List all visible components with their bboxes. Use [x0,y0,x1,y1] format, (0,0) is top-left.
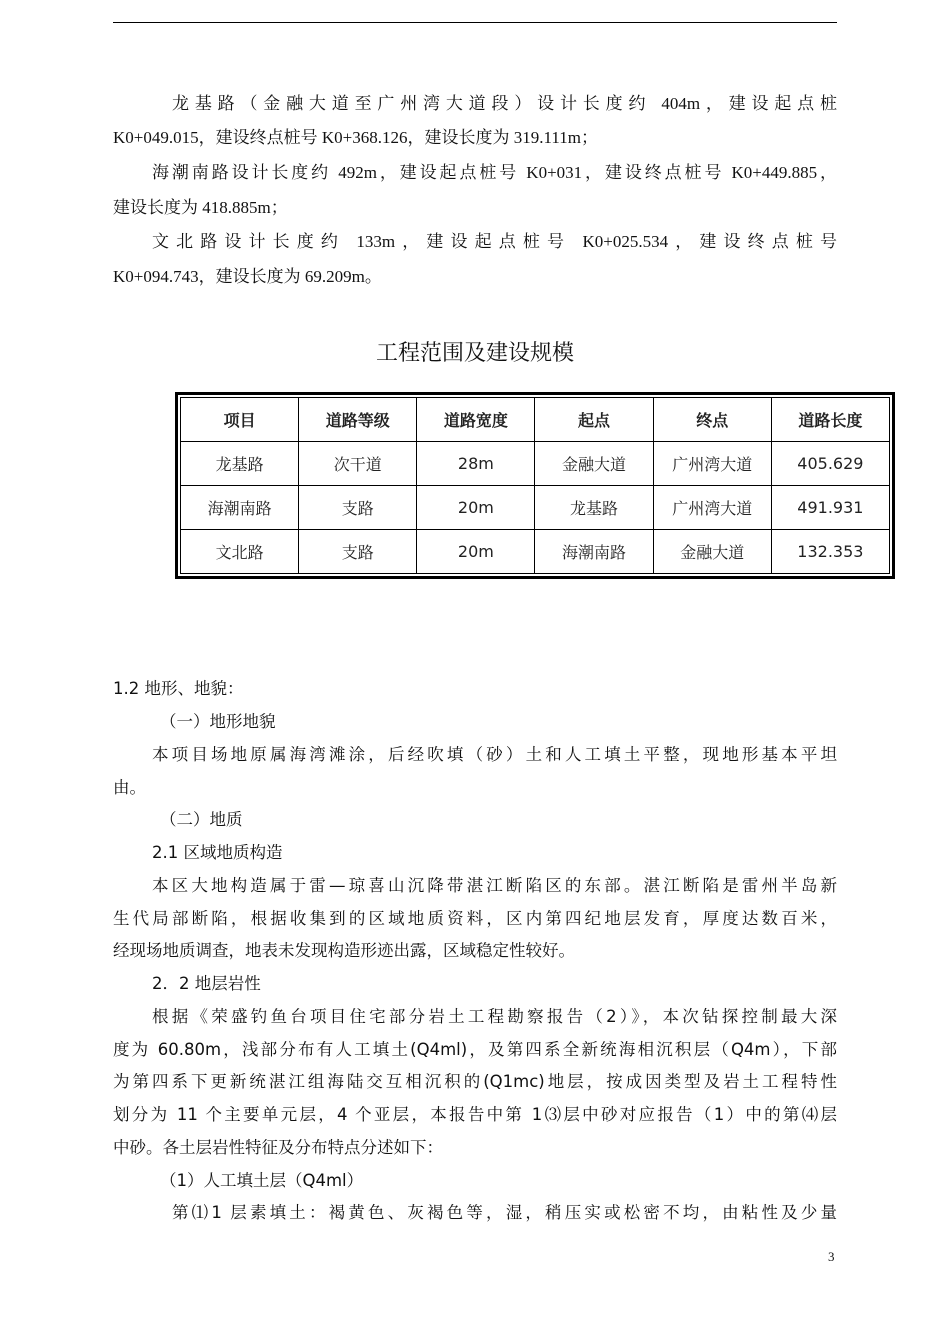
table-cell: 次干道 [299,442,417,486]
table-header-row [181,398,890,442]
paragraph-line: 文北路设计长度约 133m，建设起点桩号 K0+025.534，建设终点桩号 [152,232,837,251]
paragraph-line: 由。 [113,778,146,797]
paragraph-line: 本项目场地原属海湾滩涂，后经吹填（砂）土和人工填土平整，现地形基本平坦 [152,745,837,764]
table-cell: 海潮南路 [535,530,653,574]
table-cell: 广州湾大道 [653,442,771,486]
paragraph-line: 本区大地构造属于雷—琼喜山沉降带湛江断陷区的东部。湛江断陷是雷州半岛新 [152,876,837,895]
table-cell: 文北路 [181,530,299,574]
table-header-cell: 项目 [181,398,299,442]
paragraph-line: K0+094.743，建设长度为 69.209m。 [113,267,382,286]
table-cell: 海潮南路 [181,486,299,530]
subsection-heading: （一）地形地貌 [160,712,276,731]
table-cell: 广州湾大道 [653,486,771,530]
scope-table [175,392,895,579]
subsection-heading: 2.1 区域地质构造 [152,843,283,862]
paragraph-line: 龙基路（金融大道至广州湾大道段）设计长度约 404m，建设起点桩 [172,94,837,113]
subsection-heading: 2．2 地层岩性 [152,974,261,993]
paragraph-line: 度为 60.80m，浅部分布有人工填土(Q4ml)，及第四系全新统海相沉积层（Q4m），下部 [113,1040,837,1059]
section-heading: 1.2 地形、地貌： [113,679,244,698]
paragraph-line: 建设长度为 418.885m； [113,198,288,217]
table-cell: 20m [417,530,535,574]
paragraph-line: 经现场地质调查，地表未发现构造形迹出露，区域稳定性较好。 [113,941,575,960]
paragraph-line: 第⑴1 层素填土：褐黄色、灰褐色等，湿，稍压实或松密不均，由粘性及少量 [172,1203,837,1222]
table-cell: 20m [417,486,535,530]
table-cell: 132.353 [771,530,889,574]
table-row [181,530,890,574]
table-header-cell: 起点 [535,398,653,442]
paragraph-line: 中砂。各土层岩性特征及分布特点分述如下： [113,1138,443,1157]
header-rule [113,22,837,23]
table-header-cell: 道路长度 [771,398,889,442]
subsection-heading: （二）地质 [160,810,243,829]
table-header-cell: 道路宽度 [417,398,535,442]
table-row [181,442,890,486]
table-header-cell: 道路等级 [299,398,417,442]
table-cell: 金融大道 [535,442,653,486]
table-cell: 405.629 [771,442,889,486]
paragraph-line: K0+049.015，建设终点桩号 K0+368.126，建设长度为 319.111m； [113,128,598,147]
page-number: 3 [828,1249,835,1264]
table-cell: 龙基路 [181,442,299,486]
table-cell: 支路 [299,486,417,530]
table-cell: 28m [417,442,535,486]
table-cell: 491.931 [771,486,889,530]
table-cell: 支路 [299,530,417,574]
paragraph-line: 生代局部断陷，根据收集到的区域地质资料，区内第四纪地层发育，厚度达数百米， [113,909,837,928]
paragraph-line: 划分为 11 个主要单元层，4 个亚层，本报告中第 1⑶层中砂对应报告（1）中的第⑷层 [113,1105,837,1124]
paragraph-line: 为第四系下更新统湛江组海陆交互相沉积的(Q1mc)地层，按成因类型及岩土工程特性 [113,1072,837,1091]
paragraph-line: 根据《荣盛钓鱼台项目住宅部分岩土工程勘察报告（2）》，本次钻探控制最大深 [152,1007,837,1026]
table-header-cell: 终点 [653,398,771,442]
table-row [181,486,890,530]
table-cell: 龙基路 [535,486,653,530]
table-cell: 金融大道 [653,530,771,574]
paragraph-line: 海潮南路设计长度约 492m，建设起点桩号 K0+031，建设终点桩号 K0+449.885， [152,163,837,182]
subsection-heading: （1）人工填土层（Q4ml） [160,1171,364,1190]
table-title: 工程范围及建设规模 [375,341,574,366]
